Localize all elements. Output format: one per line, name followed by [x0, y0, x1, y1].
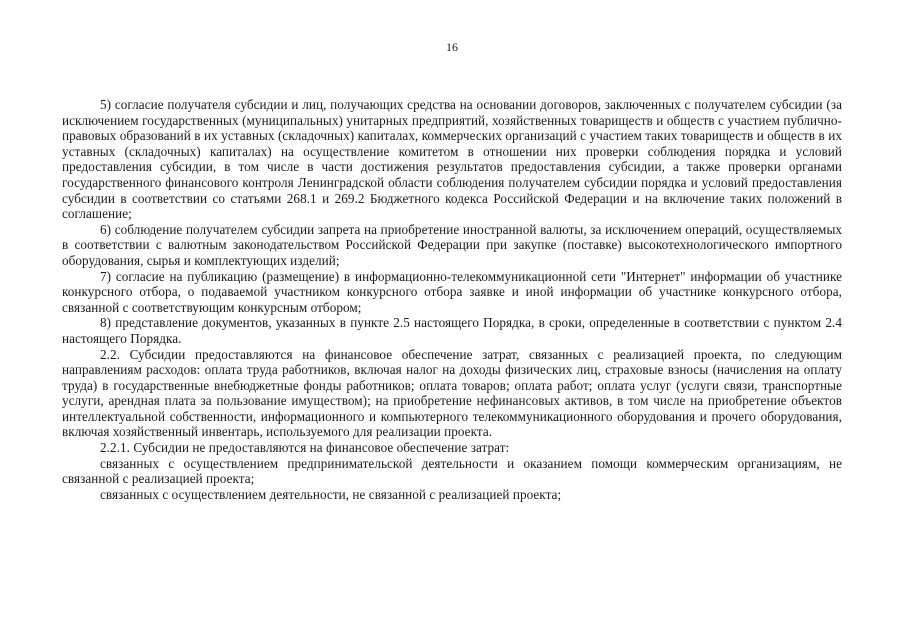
paragraph: связанных с осуществлением предпринимательской деятельности и оказанием помощи коммерческим организациям, не связанной с реализацией проекта;	[62, 455, 842, 487]
page-number: 16	[446, 40, 458, 54]
document-body	[62, 97, 842, 502]
paragraph: связанных с осуществлением деятельности, не связанной с реализацией проекта;	[100, 486, 562, 502]
paragraph: 8) представление документов, указанных в пункте 2.5 настоящего Порядка, в сроки, определенные в соответствии с пунктом 2.4 настоящего Порядка.	[62, 315, 842, 346]
paragraph: 6) соблюдение получателем субсидии запрета на приобретение иностранной валюты, за исключением операций, осуществляемых в соответствии с валютным законодательством Российской Федерации при закупке (поставке) высокотехнологического импортного оборудования, сырья и комплектующих изделий;	[62, 221, 842, 268]
paragraph: 5) согласие получателя субсидии и лиц, получающих средства на основании договоров, заключенных с получателем субсидии (за исключением государственных (муниципальных) унитарных предприятий, хозяйственных товариществ и обществ с участием публично-правовых образований в их уставных (складочных) капиталах, коммерческих организаций с участием таких товариществ и обществ в их уставных (складочных) капиталах) на осуществление комитетом в отношении них проверки соблюдения порядка и условий предоставления субсидии, в том числе в части достижения результатов предоставления субсидии, а также проверки органами государственного финансового контроля Ленинградской области соблюдения получателем субсидии порядка и условий предоставления субсидии в соответствии со статьями 268.1 и 269.2 Бюджетного кодекса Российской Федерации и на включение таких положений в соглашение;	[62, 97, 842, 222]
paragraph: 2.2. Субсидии предоставляются на финансовое обеспечение затрат, связанных с реализацией проекта, по следующим направлениям расходов: оплата труда работников, включая налог на доходы физических лиц, страховые взносы (начисления на оплату труда) в государственные внебюджетные фонды работников; оплата товаров; оплата работ; оплата услуг (услуги связи, транспортные услуги, арендная плата за пользование имуществом); на приобретение нефинансовых активов, в том числе на приобретение объектов интеллектуальной собственности, информационного и компьютерного телекоммуникационного оборудования и прочего оборудования, включая хозяйственный инвентарь, используемого для реализации проекта.	[62, 346, 842, 440]
paragraph: 7) согласие на публикацию (размещение) в информационно-телекоммуникационной сети "Интернет" информации об участнике конкурсного отбора, о подаваемой участником конкурсного отбора заявке и иной информации об участнике конкурсного отбора, связанной с соответствующим конкурсным отбором;	[62, 268, 842, 315]
paragraph: 2.2.1. Субсидии не предоставляются на финансовое обеспечение затрат:	[100, 440, 510, 456]
